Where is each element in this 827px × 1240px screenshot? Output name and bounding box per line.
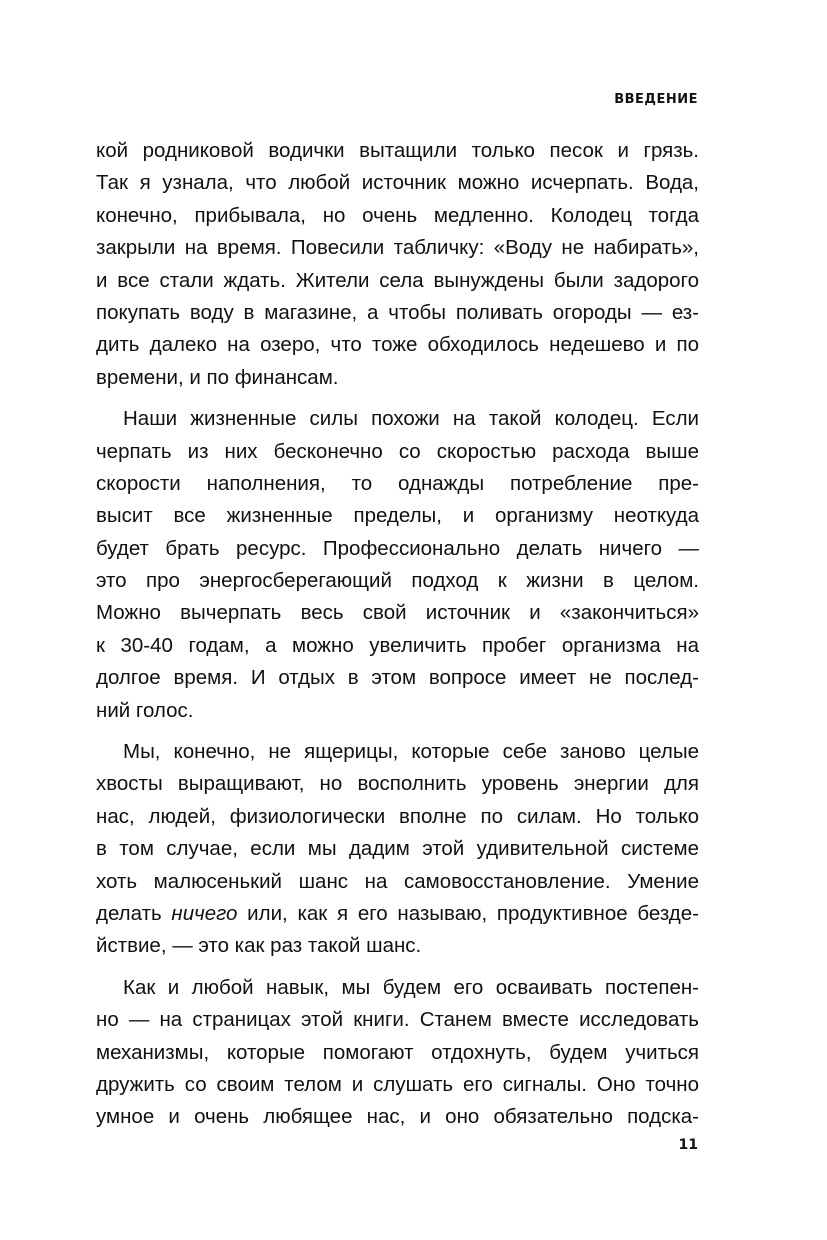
- text-line: это про энергосберегающий подход к жизни в целом.: [96, 569, 699, 593]
- text-line: высит все жизненные пределы, и организму неоткуда: [96, 504, 699, 528]
- paragraph: [96, 736, 699, 963]
- text-line: [96, 898, 699, 930]
- text-line: времени, и по финансам.: [96, 365, 339, 389]
- text-line: хвосты выращивают, но восполнить уровень энергии для: [96, 772, 699, 796]
- body-text: [96, 135, 699, 1134]
- text-line: хоть малюсенький шанс на самовосстановление. Умение: [96, 869, 699, 893]
- text-line: к 30-40 годам, а можно увеличить пробег организма на: [96, 633, 699, 657]
- text-line: в том случае, если мы дадим этой удивительной системе: [96, 837, 699, 861]
- text-line: Так я узнала, что любой источник можно исчерпать. Вода,: [96, 171, 699, 195]
- text-line: будет брать ресурс. Профессионально делать ничего —: [96, 536, 699, 560]
- text-line: йствие, — это как раз такой шанс.: [96, 934, 422, 958]
- text-line: закрыли на время. Повесили табличку: «Воду не набирать»,: [96, 236, 699, 260]
- paragraph: [96, 135, 699, 394]
- text-line: нас, людей, физиологически вполне по силам. Но только: [96, 804, 699, 828]
- italic-emphasis: ничего: [171, 901, 238, 925]
- text-line: дружить со своим телом и слушать его сигналы. Оно точно: [96, 1072, 699, 1096]
- text-fragment: или, как я его называю, продуктивное безде-: [237, 901, 699, 925]
- text-line: Наши жизненные силы похожи на такой колодец. Если: [123, 407, 699, 431]
- text-line: долгое время. И отдых в этом вопросе имеет не послед-: [96, 666, 699, 690]
- text-line: но — на страницах этой книги. Станем вместе исследовать: [96, 1008, 699, 1032]
- text-line: дить далеко на озеро, что тоже обходилось недешево и по: [96, 333, 699, 357]
- text-line: Как и любой навык, мы будем его осваивать постепен-: [123, 975, 699, 999]
- text-line: умное и очень любящее нас, и оно обязательно подска-: [96, 1105, 699, 1129]
- text-line: покупать воду в магазине, а чтобы поливать огороды — ез-: [96, 300, 699, 324]
- text-line: и все стали ждать. Жители села вынуждены были задорого: [96, 268, 699, 292]
- text-line: ний голос.: [96, 698, 194, 722]
- paragraph: [96, 972, 699, 1134]
- text-line: механизмы, которые помогают отдохнуть, будем учиться: [96, 1040, 699, 1064]
- text-line: конечно, прибывала, но очень медленно. Колодец тогда: [96, 203, 699, 227]
- running-head: ВВЕДЕНИЕ: [614, 92, 698, 107]
- text-line: скорости наполнения, то однажды потребление пре-: [96, 471, 699, 495]
- paragraph: [96, 403, 699, 727]
- text-line: кой родниковой водички вытащили только песок и грязь.: [96, 139, 699, 162]
- text-line: Можно вычерпать весь свой источник и «закончиться»: [96, 601, 699, 625]
- text-line: черпать из них бесконечно со скоростью расхода выше: [96, 439, 699, 463]
- text-fragment: делать: [96, 901, 172, 925]
- page-number: 11: [678, 1137, 698, 1153]
- text-line: Мы, конечно, не ящерицы, которые себе заново целые: [123, 740, 699, 764]
